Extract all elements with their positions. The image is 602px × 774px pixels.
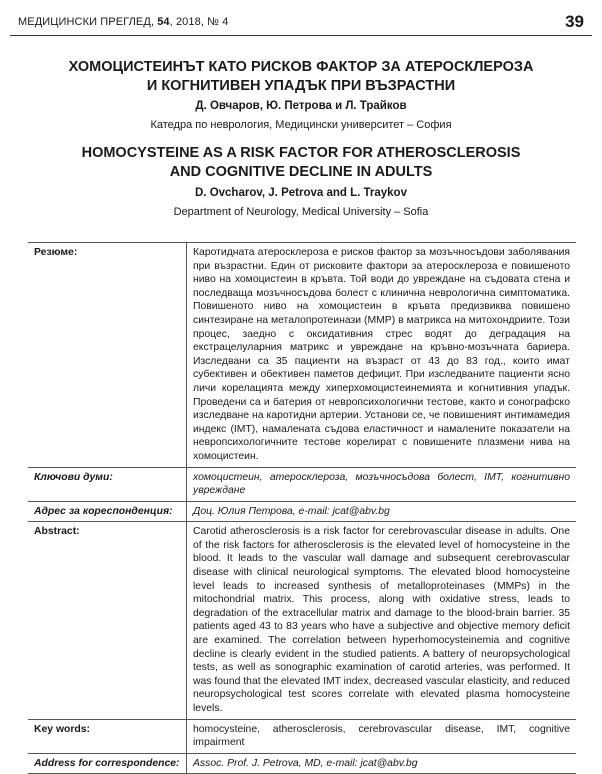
address-en-text: Assoc. Prof. J. Petrova, MD, e-mail: jcat@abv.bg — [187, 753, 577, 774]
abstract-text: Carotid atherosclerosis is a risk factor for cerebrovascular disease in adults. One of the risk factors for atherosclerosis is the elevated level of homocysteine in the blood. It leads to the vascular wall damage and subsequent cerebrovascular disease with clinical neurological symptoms. The elevated blood homocysteine level leads to increased synthesis of metalloproteinases (MMPs) in the mitochondrial matrix. This process, along with oxidative stress, leads to degradation of the extracellular matrix and damage to the blood-brain barrier. 35 patients aged 43 to 83 years who have a subjective and objective memory deficit are examined. The correlation between hyperhomocysteinemia and cognitive decline is clearly evident in the studied patients. A battery of neuropsychological tests, as well as sonographic examination of carotid arteries, was performed. It was found that the elevated IMT index, decreased vascular elasticity, and reduced neuropsychological test scores correlate with elevated plasma homocysteine levels. — [187, 522, 577, 719]
title-en — [0, 144, 602, 182]
address-bg-label: Адрес за кореспонденция: — [28, 501, 187, 522]
keywords-bg-label: Ключови думи: — [28, 467, 187, 501]
header-rule — [10, 35, 592, 36]
abstract-label: Abstract: — [28, 522, 187, 719]
affiliation-en: Department of Neurology, Medical University – Sofia — [173, 206, 429, 218]
resume-label: Резюме: — [28, 243, 187, 468]
abstract-row — [28, 522, 576, 719]
address-bg-text: Доц. Юлия Петрова, e-mail: jcat@abv.bg — [187, 501, 577, 522]
resume-text: Каротидната атеросклероза е рисков фактор за мозъчносъдови заболявания при възрастни. Един от рисковите фактори за атеросклероза е повишеното ниво на хомоцистеин в кръвта. Той води до увреждане на съдовата стена и последваща мозъчносъдова болест с клинична неврологична симптоматика. Повишеното ниво на хомоцистеин в кръвта предизвиква повишено синтезиране на металопротеинази (MMP) в матрикса на митохондриите. Този процес, заедно с оксидативния стрес водят до деградация на екстрацелуларния матрикс и увреждане на кръвно-мозъчната бариера. Изследвани са 35 пациенти на възраст от 43 до 83 год., които имат субективен и обективен паметов дефицит. При изследваните пациенти ясно личи корелацията между хиперхомоцистеинемията и когнитивния упадък. Проведени са и батерия от невропсихологични тестове, както и сонографско изследване на каротидни артерии. Установи се, че повишеният интимамедия индекс (IMT), намалената съдова еластичност и намалените показатели на невропсихологичните тестове корелират с повишените плазмени нива на хомоцистеин. — [187, 243, 577, 468]
authors-en: D. Ovcharov, J. Petrova and L. Traykov — [195, 187, 407, 199]
address-en-label: Address for correspondence: — [28, 753, 187, 774]
keywords-en-label: Key words: — [28, 719, 187, 753]
abstract-table — [28, 242, 576, 774]
title-bg — [0, 58, 602, 96]
authors-bg: Д. Овчаров, Ю. Петрова и Л. Трайков — [195, 100, 407, 112]
address-bg-row — [28, 501, 576, 522]
page-number: 39 — [565, 12, 584, 31]
title-bg-line2: И КОГНИТИВЕН УПАДЪК ПРИ ВЪЗРАСТНИ — [146, 78, 456, 94]
keywords-en-text: homocysteine, atherosclerosis, cerebrovascular disease, IMT, cognitive impairment — [187, 719, 577, 753]
affiliation-bg: Катедра по неврология, Медицински университет – София — [150, 119, 452, 131]
title-en-line1: HOMOCYSTEINE AS A RISK FACTOR FOR ATHEROSCLEROSIS — [81, 145, 521, 161]
keywords-en-row — [28, 719, 576, 753]
journal-name: МЕДИЦИНСКИ ПРЕГЛЕД, 54, 2018, № 4 — [18, 16, 229, 28]
running-header — [10, 12, 592, 36]
keywords-bg-text: хомоцистеин, атеросклероза, мозъчносъдова болест, IMT, когнитивно увреждане — [187, 467, 577, 501]
title-bg-line1: ХОМОЦИСТЕИНЪТ КАТО РИСКОВ ФАКТОР ЗА АТЕРОСКЛЕРОЗА — [68, 59, 534, 75]
volume-number: 54 — [157, 16, 170, 28]
year-issue: , 2018, № 4 — [169, 16, 229, 28]
title-en-line2: AND COGNITIVE DECLINE IN ADULTS — [169, 164, 433, 180]
keywords-bg-row — [28, 467, 576, 501]
resume-row — [28, 243, 576, 468]
address-en-row — [28, 753, 576, 774]
